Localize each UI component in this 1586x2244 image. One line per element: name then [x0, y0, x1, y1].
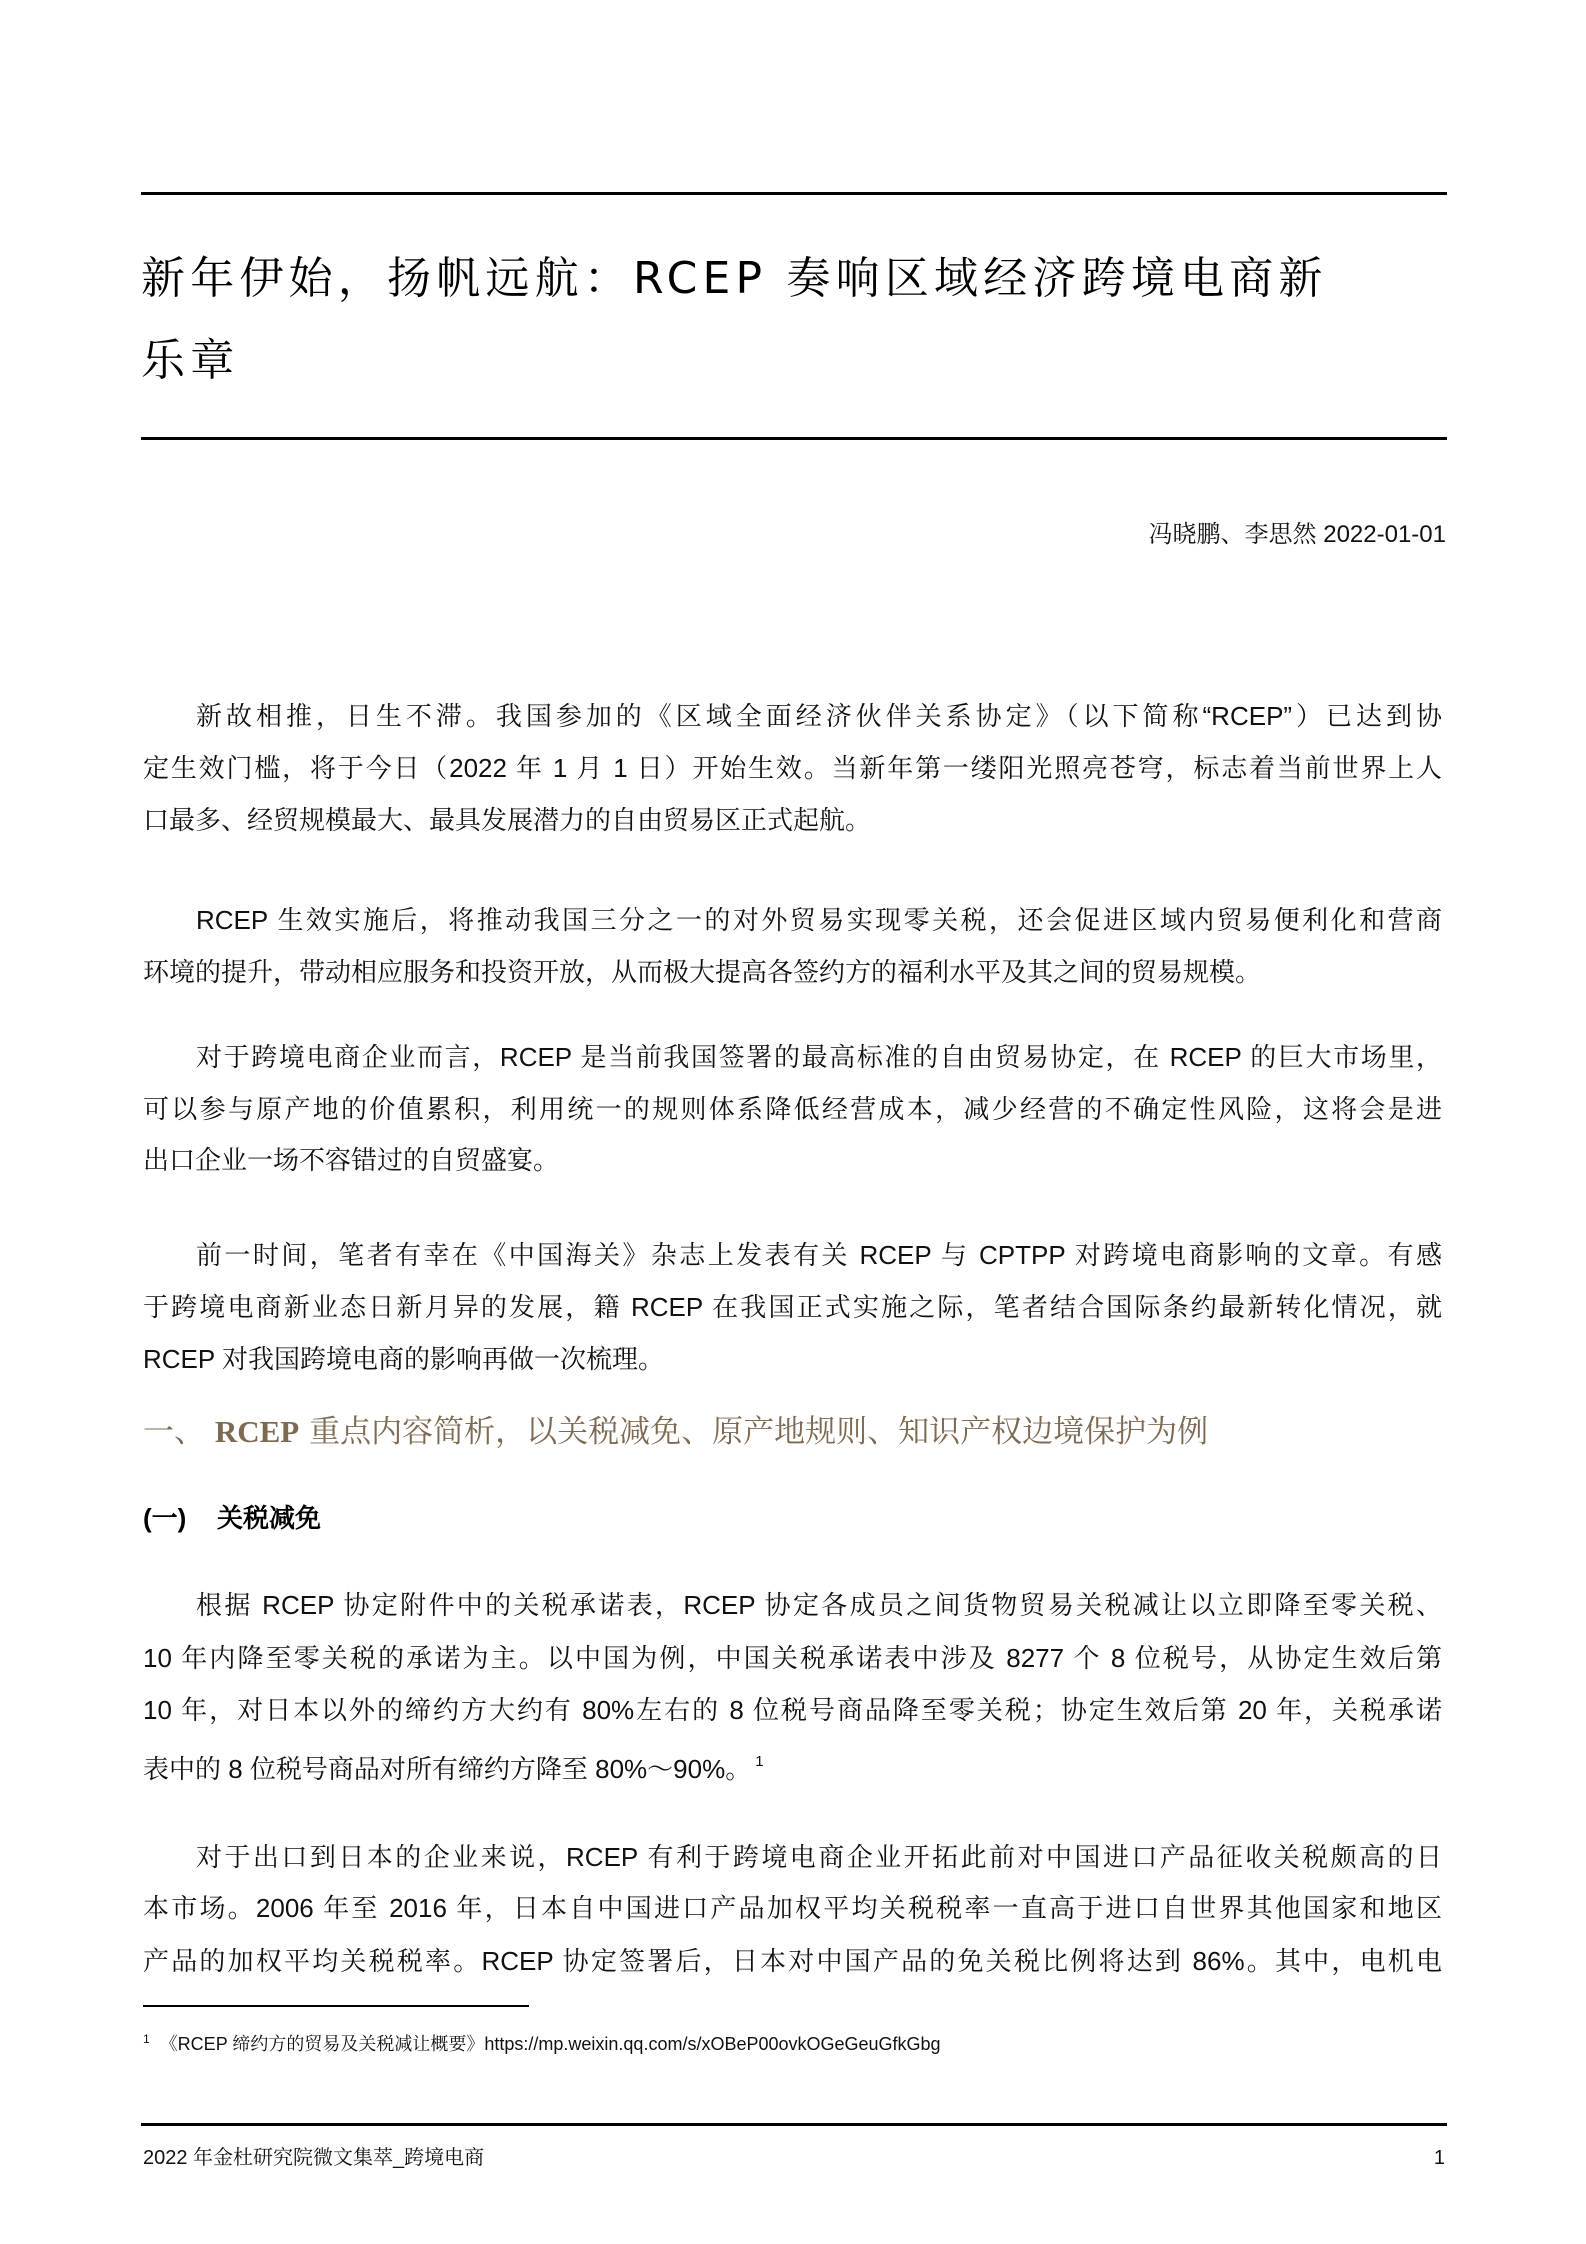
paragraph-line: 对于跨境电商企业而言，RCEP 是当前我国签署的最高标准的自由贸易协定，在 RCEP 的巨大市场里，	[196, 1042, 1442, 1072]
page-number: 1	[1433, 2147, 1445, 2169]
paragraph-line: 于跨境电商新业态日新月异的发展，籍 RCEP 在我国正式实施之际，笔者结合国际条约最新转化情况，就	[143, 1292, 1442, 1322]
paragraph-line: 对于出口到日本的企业来说，RCEP 有利于跨境电商企业开拓此前对中国进口产品征收关税颇高的日	[196, 1842, 1442, 1872]
footnote-mark: 1	[143, 2032, 150, 2046]
footnote-text[interactable]: 《RCEP 缔约方的贸易及关税减让概要》https://mp.weixin.qq.com/s/xOBeP00ovkOGeGeuGfkGbg	[159, 2034, 941, 2054]
title-top-rule	[141, 192, 1447, 195]
document-title-line-1: 新年伊始，扬帆远航：RCEP 奏响区域经济跨境电商新	[141, 253, 1328, 304]
section-heading-latin: RCEP	[214, 1414, 300, 1449]
paragraph-line: RCEP 对我国跨境电商的影响再做一次梳理。	[143, 1344, 664, 1374]
subsection-number: (一)	[143, 1503, 187, 1533]
subsection-label: 关税减免	[217, 1503, 322, 1533]
section-heading	[143, 1412, 1208, 1452]
paragraph-line: 环境的提升，带动相应服务和投资开放，从而极大提高各签约方的福利水平及其之间的贸易规模。	[143, 957, 1262, 987]
section-heading-text: 重点内容简析，以关税减免、原产地规则、知识产权边境保护为例	[299, 1414, 1209, 1450]
title-bottom-rule	[141, 437, 1447, 440]
paragraph-line: 10 年，对日本以外的缔约方大约有 80%左右的 8 位税号商品降至零关税；协定生效后第 20 年，关税承诺	[143, 1695, 1442, 1725]
footer-collection-title: 2022 年金杜研究院微文集萃_跨境电商	[143, 2147, 485, 2169]
paragraph-line: RCEP 生效实施后，将推动我国三分之一的对外贸易实现零关税，还会促进区域内贸易便利化和营商	[196, 905, 1442, 935]
footnote-reference[interactable]: 1	[755, 1753, 764, 1770]
footnote	[143, 2026, 941, 2057]
subsection-heading	[143, 1500, 321, 1536]
document-title-line-2: 乐章	[141, 335, 240, 386]
footnote-separator	[143, 2005, 529, 2007]
paragraph-line: 口最多、经贸规模最大、最具发展潜力的自由贸易区正式起航。	[143, 805, 872, 835]
byline: 冯晓鹏、李思然 2022-01-01	[1148, 521, 1446, 548]
paragraph-line: 根据 RCEP 协定附件中的关税承诺表，RCEP 协定各成员之间货物贸易关税减让以立即降至零关税、	[196, 1590, 1442, 1620]
paragraph-line: 定生效门槛，将于今日（2022 年 1 月 1 日）开始生效。当新年第一缕阳光照亮苍穹，标志着当前世界上人	[143, 753, 1442, 783]
paragraph-line: 新故相推，日生不滞。我国参加的《区域全面经济伙伴关系协定》（以下简称“RCEP”）已达到协	[196, 701, 1442, 731]
footer-rule	[141, 2123, 1447, 2126]
paragraph-line-text: 表中的 8 位税号商品对所有缔约方降至 80%～90%。	[143, 1754, 752, 1784]
paragraph-line	[143, 1745, 1442, 1786]
paragraph-line: 产品的加权平均关税税率。RCEP 协定签署后，日本对中国产品的免关税比例将达到 86%。其中，电机电	[143, 1946, 1442, 1976]
paragraph-line: 10 年内降至零关税的承诺为主。以中国为例，中国关税承诺表中涉及 8277 个 8 位税号，从协定生效后第	[143, 1643, 1442, 1673]
section-heading-prefix: 一、	[143, 1414, 215, 1450]
paragraph-line: 前一时间，笔者有幸在《中国海关》杂志上发表有关 RCEP 与 CPTPP 对跨境电商影响的文章。有感	[196, 1240, 1442, 1270]
paragraph-line: 可以参与原产地的价值累积，利用统一的规则体系降低经营成本，减少经营的不确定性风险，这将会是进	[143, 1094, 1442, 1124]
paragraph-line: 本市场。2006 年至 2016 年，日本自中国进口产品加权平均关税税率一直高于进口自世界其他国家和地区	[143, 1893, 1442, 1923]
paragraph-line: 出口企业一场不容错过的自贸盛宴。	[143, 1145, 560, 1175]
